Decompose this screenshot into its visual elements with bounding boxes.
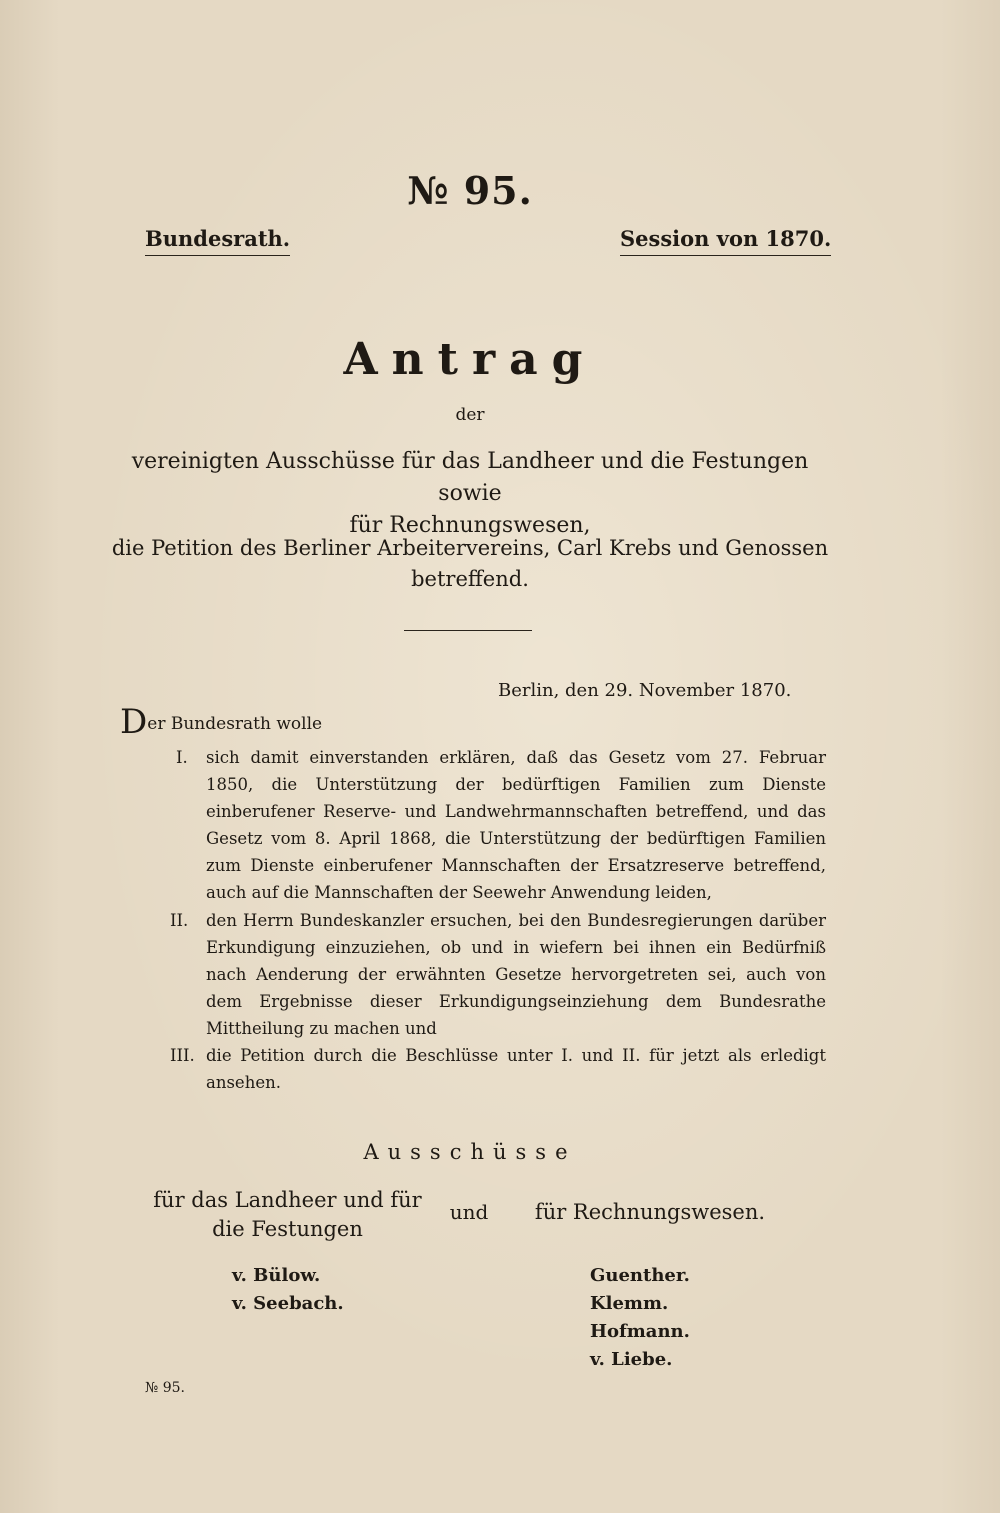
signatures-right [590, 1262, 690, 1374]
resolution-item-3 [170, 1042, 826, 1096]
committee-left-line-2: die Festungen [212, 1217, 363, 1241]
resolution-item-2 [170, 907, 826, 1042]
committee-left [145, 1186, 430, 1244]
item-number: III. [170, 1046, 195, 1065]
resolution-item-1 [176, 744, 826, 906]
signature: v. Seebach. [232, 1293, 344, 1314]
committee-conjunction: und [449, 1200, 489, 1224]
signature: Klemm. [590, 1293, 669, 1314]
petition-block [110, 533, 830, 595]
signature: v. Bülow. [232, 1265, 321, 1286]
subject-line-2: für Rechnungswesen, [349, 513, 591, 538]
item-text: die Petition durch die Beschlüsse unter I. und II. für jetzt als erledigt ansehen. [206, 1046, 826, 1092]
intro-initial: D [120, 702, 148, 742]
signature: Guenther. [590, 1265, 690, 1286]
item-text: den Herrn Bundeskanzler ersuchen, bei den Bundesregierungen darüber Erkundigung einzuziehen, ob und in wiefern bei ihnen ein Bedürfniß nach Aenderung der erwähnten Gesetze hervorgetreten sei, auch von dem Ergebnisse dieser Erkundigungseinziehung dem Bundesrathe Mittheilung zu machen und [206, 911, 826, 1038]
footer-number: № 95. [145, 1380, 185, 1396]
item-text: sich damit einverstanden erklären, daß das Gesetz vom 27. Februar 1850, die Unterstützung der bedürftigen Familien zum Dienste einberufener Reserve- und Landwehrmannschaften betreffend, und das Gesetz vom 8. April 1868, die Unterstützung der bedürftigen Familien zum Dienste einberufener Mannschaften der Ersatzreserve betreffend, auch auf die Mannschaften der Seewehr Anwendung leiden, [206, 748, 826, 902]
date-line: Berlin, den 29. November 1870. [498, 680, 792, 701]
signature: v. Liebe. [590, 1349, 673, 1370]
intro-line [120, 702, 323, 742]
committee-right: für Rechnungswesen. [534, 1200, 766, 1224]
signature: Hofmann. [590, 1321, 690, 1342]
document-title: Antrag [343, 334, 597, 385]
signatures-left [232, 1262, 344, 1318]
header-session: Session von 1870. [620, 226, 831, 256]
committee-heading: Ausschüsse [363, 1140, 577, 1164]
subject-block [110, 446, 830, 542]
title-article: der [455, 405, 485, 425]
header-bundesrath: Bundesrath. [145, 226, 290, 256]
intro-text: er Bundesrath wolle [147, 714, 323, 734]
petition-line-1: die Petition des Berliner Arbeitervereins, Carl Krebs und Genossen [111, 536, 829, 560]
committee-left-line-1: für das Landheer und für [153, 1188, 422, 1212]
document-number: № 95. [407, 168, 533, 213]
separator-rule [404, 630, 532, 631]
item-number: II. [170, 911, 189, 930]
item-number: I. [176, 748, 188, 767]
petition-line-2: betreffend. [411, 567, 529, 591]
subject-line-1: vereinigten Ausschüsse für das Landheer und die Festungen sowie [131, 449, 809, 506]
